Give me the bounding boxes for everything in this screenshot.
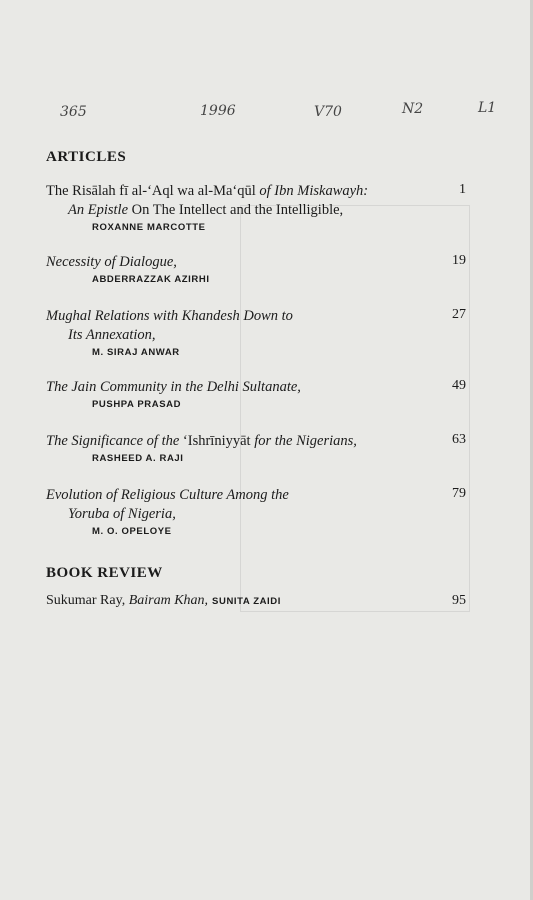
handwritten-note-3: V70 (314, 104, 342, 120)
page-number: 1 (459, 182, 466, 197)
article-author: M. O. OPELOYE (92, 526, 172, 537)
handwritten-note-5: L1 (478, 100, 497, 116)
handwritten-note-4: N2 (402, 101, 424, 117)
page-number: 49 (452, 378, 466, 393)
article-author: M. SIRAJ ANWAR (92, 347, 180, 358)
article-entry-4[interactable] (46, 378, 466, 410)
review-book-title: Bairam Khan, (128, 593, 209, 608)
review-author: SUNITA ZAIDI (212, 596, 281, 607)
article-entry-6[interactable] (46, 486, 466, 537)
page-number: 95 (452, 593, 466, 608)
article-title: The Risālah fī al-‘Aql wa al-Ma‘qūl of Ibn Miskawayh: An Epistle On The Intellect and the Intelligible, (46, 183, 369, 218)
article-entry-2[interactable] (46, 253, 466, 285)
article-author: ROXANNE MARCOTTE (92, 222, 206, 233)
article-entry-1[interactable] (46, 182, 466, 233)
book-review-heading: BOOK REVIEW (46, 565, 163, 581)
page-number: 63 (452, 432, 466, 447)
article-author: RASHEED A. RAJI (92, 453, 184, 464)
article-entry-5[interactable] (46, 432, 466, 464)
article-title: The Jain Community in the Delhi Sultanate, (46, 379, 301, 395)
article-entry-3[interactable] (46, 307, 466, 358)
article-title: The Significance of the ‘Ishrīniyyāt for the Nigerians, (46, 433, 357, 449)
page-number: 79 (452, 486, 466, 501)
book-review-entry[interactable] (46, 593, 466, 609)
page-number: 27 (452, 307, 466, 322)
page-number: 19 (452, 253, 466, 268)
article-title: Necessity of Dialogue, (46, 254, 177, 270)
handwritten-note-2: 1996 (200, 103, 236, 119)
article-author: ABDERRAZZAK AZIRHI (92, 274, 210, 285)
handwritten-note-1: 365 (60, 104, 87, 120)
article-title: Evolution of Religious Culture Among the Yoruba of Nigeria, (46, 487, 289, 522)
review-reviewer: Sukumar Ray, (46, 593, 129, 608)
article-title: Mughal Relations with Khandesh Down to Its Annexation, (46, 308, 293, 343)
articles-heading: ARTICLES (46, 149, 127, 165)
article-author: PUSHPA PRASAD (92, 399, 182, 410)
